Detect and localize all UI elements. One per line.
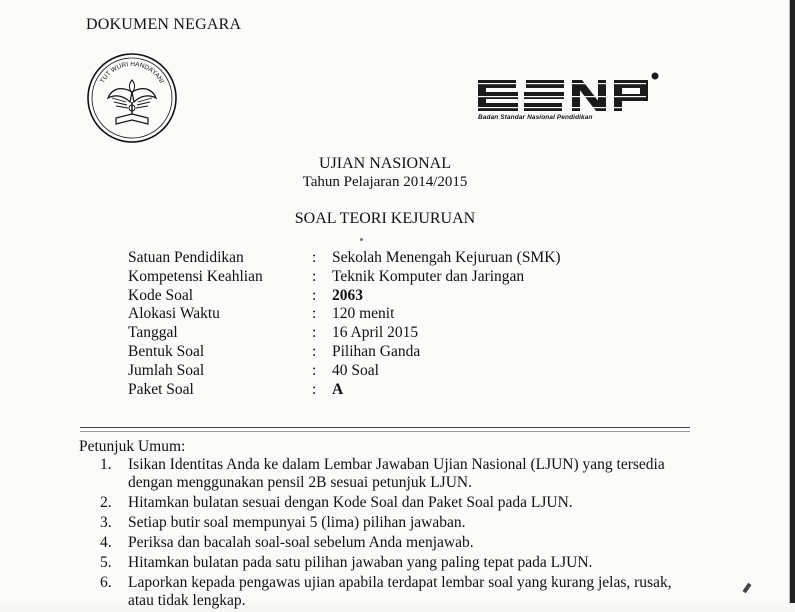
exam-title: UJIAN NASIONAL <box>319 155 451 172</box>
item-text: Periksa dan bacalah soal-soal sebelum Anda menjawab. <box>128 534 474 551</box>
document-classification: DOKUMEN NEGARA <box>86 16 242 33</box>
svg-text:TUT WURI HANDAYANI <box>99 61 165 85</box>
list-item <box>100 574 700 610</box>
field-label: Kompetensi Keahlian <box>128 267 263 285</box>
field-colon: : <box>312 342 317 360</box>
scan-speck <box>742 583 751 593</box>
field-label: Paket Soal <box>128 380 194 398</box>
field-label: Jumlah Soal <box>128 361 205 379</box>
tut-wuri-handayani-emblem <box>86 52 178 144</box>
bsnp-tagline: Badan Standar Nasional Pendidikan <box>478 114 593 121</box>
list-item <box>100 456 700 492</box>
field-colon: : <box>312 324 317 342</box>
field-colon: : <box>312 286 317 304</box>
field-label: Alokasi Waktu <box>128 305 220 323</box>
scan-edge <box>790 0 795 603</box>
item-number: 4. <box>100 534 112 551</box>
field-colon: : <box>312 267 317 285</box>
field-value: Sekolah Menengah Kejuruan (SMK) <box>332 249 561 266</box>
field-value: Pilihan Ganda <box>332 342 421 360</box>
list-item <box>100 494 700 512</box>
field-value: A <box>332 380 344 398</box>
field-colon: : <box>312 380 317 398</box>
paper-title: SOAL TEORI KEJURUAN <box>294 210 476 227</box>
field-value: 16 April 2015 <box>332 324 419 342</box>
field-label: Tanggal <box>128 324 178 342</box>
instructions-list <box>100 456 700 612</box>
item-number: 1. <box>100 456 112 473</box>
item-text: Isikan Identitas Anda ke dalam Lembar Jawaban Ujian Nasional (LJUN) yang tersedia dengan menggunakan pensil 2B sesuai petunjuk LJUN. <box>128 456 665 491</box>
field-colon: : <box>312 361 317 379</box>
field-value: 40 Soal <box>332 361 379 379</box>
item-text: Laporkan kepada pengawas ujian apabila terdapat lembar soal yang kurang jelas, rusak, atau tidak lengkap. <box>128 574 672 609</box>
item-number: 3. <box>100 514 112 531</box>
item-number: 6. <box>100 574 112 591</box>
academic-year: Tahun Pelajaran 2014/2015 <box>302 174 468 190</box>
field-label: Satuan Pendidikan <box>128 249 244 266</box>
field-value: 2063 <box>332 286 363 304</box>
item-number: 2. <box>100 494 112 511</box>
section-divider-thin <box>80 431 690 432</box>
field-label: Bentuk Soal <box>128 342 205 360</box>
item-text: Hitamkan bulatan pada satu pilihan jawaban yang paling tepat pada LJUN. <box>128 554 593 571</box>
field-label: Kode Soal <box>128 286 194 304</box>
field-colon: : <box>312 249 317 266</box>
section-divider <box>80 427 690 428</box>
item-text: Hitamkan bulatan sesuai dengan Kode Soal dan Paket Soal pada LJUN. <box>128 494 573 511</box>
item-number: 5. <box>100 554 112 571</box>
field-colon: : <box>312 305 317 323</box>
instructions-title: Petunjuk Umum: <box>79 438 186 455</box>
list-item <box>100 534 700 552</box>
list-item <box>100 514 700 532</box>
item-text: Setiap butir soal mempunyai 5 (lima) pilihan jawaban. <box>128 514 466 531</box>
field-value: Teknik Komputer dan Jaringan <box>332 267 525 285</box>
scan-speck <box>360 238 363 241</box>
field-value: 120 menit <box>332 305 395 323</box>
list-item <box>100 554 700 572</box>
emblem-motto: TUT WURI HANDAYANI <box>99 60 166 85</box>
